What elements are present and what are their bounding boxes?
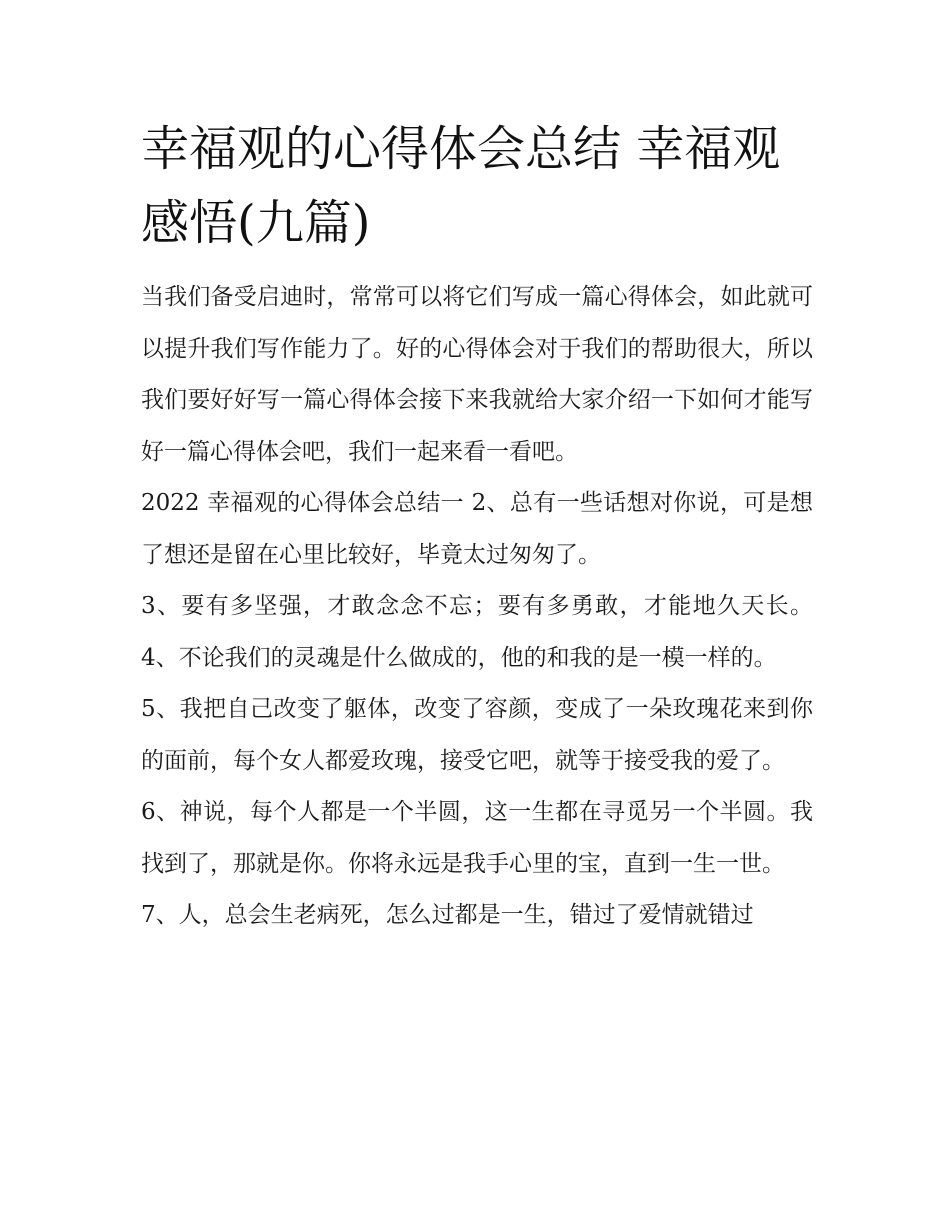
paragraph-item-2: 2022 幸福观的心得体会总结一 2、总有一些话想对你说，可是想了想还是留在心里比较好，毕竟太过匆匆了。 [141, 490, 813, 568]
paragraph-intro: 当我们备受启迪时，常常可以将它们写成一篇心得体会，如此就可以提升我们写作能力了。好的心得体会对于我们的帮助很大，所以我们要好好写一篇心得体会接下来我就给大家介绍一下如何才能写好一篇心得体会吧，我们一起来看一看吧。 [141, 284, 813, 465]
document-title: 幸福观的心得体会总结 幸福观感悟(九篇) [141, 121, 781, 251]
paragraph-item-6: 6、神说，每个人都是一个半圆，这一生都在寻觅另一个半圆。我找到了，那就是你。你将永远是我手心里的宝，直到一生一世。 [141, 799, 813, 877]
document-body [141, 112, 813, 942]
paragraph-item-5: 5、我把自己改变了躯体，改变了容颜，变成了一朵玫瑰花来到你的面前，每个女人都爱玫瑰，接受它吧，就等于接受我的爱了。 [141, 696, 813, 774]
paragraph-item-7: 7、人，总会生老病死，怎么过都是一生，错过了爱情就错过 [141, 902, 754, 928]
paragraph-item-3-4: 3、要有多坚强，才敢念念不忘；要有多勇敢，才能地久天长。 4、不论我们的灵魂是什么做成的，他的和我的是一模一样的。 [141, 593, 813, 671]
